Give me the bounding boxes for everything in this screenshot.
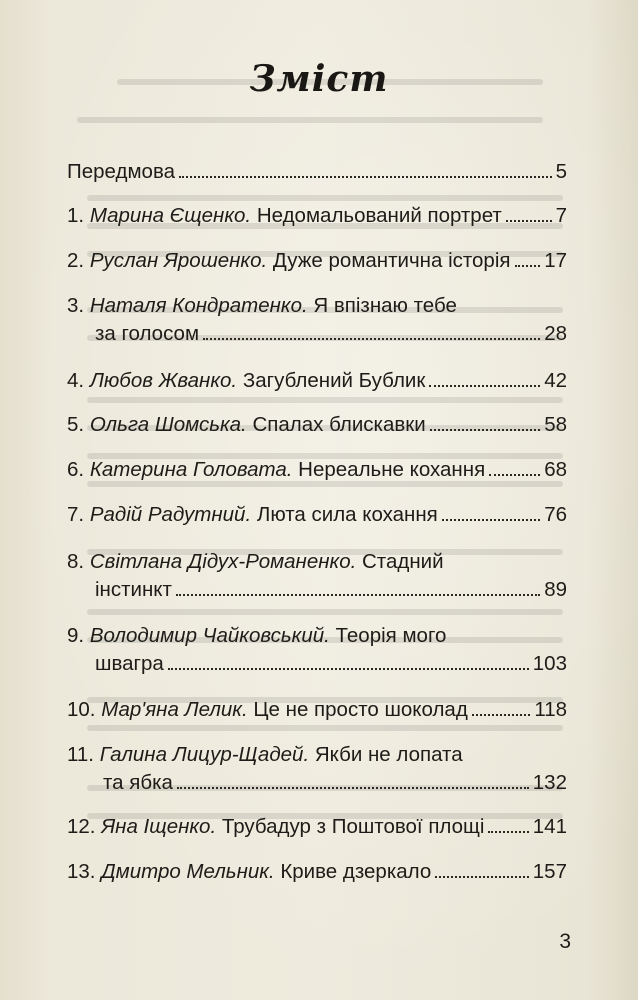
entry-author: Марина Єщенко. bbox=[89, 204, 252, 227]
entry-author: Любов Жванко. bbox=[89, 369, 238, 392]
dot-leader bbox=[179, 176, 552, 178]
dot-leader bbox=[489, 474, 540, 476]
dot-leader bbox=[430, 429, 541, 431]
entry-author: Радій Радутний. bbox=[89, 503, 252, 526]
entry-page-number: 118 bbox=[534, 698, 567, 721]
entry-number: 8. bbox=[67, 550, 85, 573]
entry-title-continued: та ябка bbox=[103, 771, 173, 794]
entry-number: 10. bbox=[67, 698, 96, 721]
entry-page-number: 17 bbox=[544, 249, 567, 272]
entry-title: Стадний bbox=[362, 550, 444, 573]
entry-number: 5. bbox=[67, 413, 85, 436]
entry-title: Криве дзеркало bbox=[280, 860, 432, 883]
entry-title: Загублений Бублик bbox=[242, 369, 426, 392]
entry-page-number: 58 bbox=[544, 413, 567, 436]
toc-entry-5[interactable] bbox=[67, 411, 567, 439]
toc-entry-8[interactable] bbox=[67, 548, 567, 604]
page-title: Зміст bbox=[249, 58, 389, 100]
entry-number: 12. bbox=[67, 815, 96, 838]
toc-entry-9[interactable] bbox=[67, 622, 567, 678]
toc-entry-11[interactable] bbox=[67, 741, 567, 797]
page-number: 3 bbox=[559, 930, 571, 953]
entry-title: Я впізнаю тебе bbox=[313, 294, 457, 317]
toc-entry-2[interactable] bbox=[67, 247, 567, 275]
toc-entry-4[interactable] bbox=[67, 367, 567, 395]
entry-title: Спалах блискавки bbox=[252, 413, 426, 436]
entry-page-number: 141 bbox=[532, 815, 567, 838]
entry-title: Якби не лопата bbox=[314, 743, 463, 766]
toc-entry-1[interactable] bbox=[67, 202, 567, 230]
entry-number: 7. bbox=[67, 503, 85, 526]
entry-title: Це не просто шоколад bbox=[253, 698, 468, 721]
dot-leader bbox=[515, 265, 541, 267]
entry-author: Мар'яна Лелик. bbox=[101, 698, 248, 721]
toc-entry-preface[interactable] bbox=[67, 158, 567, 186]
entry-author: Ольга Шомська. bbox=[89, 413, 247, 436]
entry-page-number: 76 bbox=[544, 503, 567, 526]
entry-author: Катерина Головата. bbox=[89, 458, 293, 481]
entry-page-number: 157 bbox=[532, 860, 567, 883]
entry-author: Наталя Кондратенко. bbox=[89, 294, 308, 317]
entry-author: Яна Іщенко. bbox=[101, 815, 217, 838]
entry-number: 6. bbox=[67, 458, 85, 481]
entry-number: 9. bbox=[67, 624, 85, 647]
entry-page-number: 132 bbox=[532, 771, 567, 794]
toc-entry-3[interactable] bbox=[67, 292, 567, 348]
dot-leader bbox=[488, 831, 528, 833]
entry-number: 13. bbox=[67, 860, 96, 883]
dot-leader bbox=[429, 385, 540, 387]
entry-number: 3. bbox=[67, 294, 85, 317]
dot-leader bbox=[506, 220, 552, 222]
dot-leader bbox=[168, 668, 529, 670]
entry-title: Передмова bbox=[67, 160, 176, 183]
entry-title-continued: інстинкт bbox=[95, 578, 172, 601]
entry-title: Дуже романтична історія bbox=[272, 249, 511, 272]
dot-leader bbox=[442, 519, 540, 521]
entry-title: Теорія мого bbox=[335, 624, 447, 647]
entry-author: Руслан Ярошенко. bbox=[89, 249, 268, 272]
dot-leader bbox=[472, 714, 531, 716]
entry-page-number: 5 bbox=[555, 160, 567, 183]
entry-number: 2. bbox=[67, 249, 85, 272]
dot-leader bbox=[203, 338, 540, 340]
entry-page-number: 42 bbox=[544, 369, 567, 392]
entry-author: Галина Лицур-Щадей. bbox=[99, 743, 310, 766]
entry-page-number: 7 bbox=[555, 204, 567, 227]
entry-number: 1. bbox=[67, 204, 85, 227]
entry-page-number: 68 bbox=[544, 458, 567, 481]
entry-page-number: 28 bbox=[544, 322, 567, 345]
entry-number: 4. bbox=[67, 369, 85, 392]
entry-author: Дмитро Мельник. bbox=[101, 860, 275, 883]
toc-entry-7[interactable] bbox=[67, 501, 567, 529]
entry-title: Трубадур з Поштової площі bbox=[221, 815, 485, 838]
entry-title-continued: швагра bbox=[95, 652, 164, 675]
entry-title: Люта сила кохання bbox=[256, 503, 438, 526]
entry-page-number: 89 bbox=[544, 578, 567, 601]
toc-entry-10[interactable] bbox=[67, 696, 567, 724]
entry-title: Нереальне кохання bbox=[298, 458, 486, 481]
entry-title: Недомальований портрет bbox=[256, 204, 502, 227]
toc-entry-12[interactable] bbox=[67, 813, 567, 841]
entry-author: Володимир Чайковський. bbox=[89, 624, 330, 647]
dot-leader bbox=[177, 787, 529, 789]
dot-leader bbox=[176, 594, 540, 596]
toc-entry-13[interactable] bbox=[67, 858, 567, 886]
entry-title-continued: за голосом bbox=[95, 322, 200, 345]
entry-author: Світлана Дідух-Романенко. bbox=[89, 550, 357, 573]
dot-leader bbox=[435, 876, 529, 878]
entry-number: 11. bbox=[67, 743, 94, 766]
entry-page-number: 103 bbox=[532, 652, 567, 675]
toc-entry-6[interactable] bbox=[67, 456, 567, 484]
